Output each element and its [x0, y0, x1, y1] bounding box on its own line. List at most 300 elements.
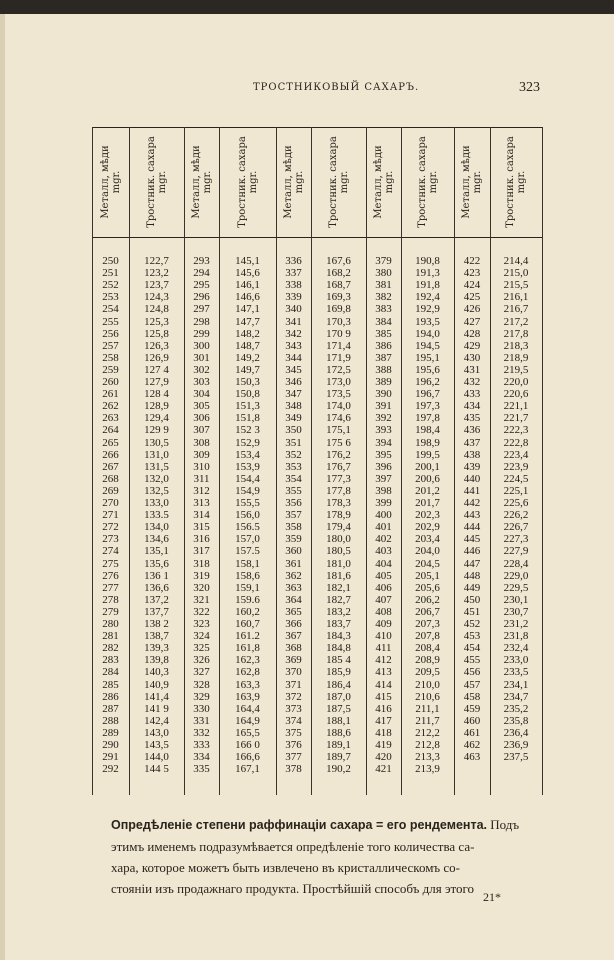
cell-copper-mgr: 317 [193, 545, 210, 558]
cell-copper-mgr: 280 [102, 618, 119, 630]
cell-copper-mgr: 381 [375, 279, 392, 292]
cell-cane-sugar-mgr: 140,3 [144, 666, 169, 679]
cell-cane-sugar-mgr: 134,0 [144, 521, 169, 534]
cell-copper-mgr: 269 [102, 484, 119, 497]
cell-cane-sugar-mgr: 205,6 [415, 581, 440, 594]
cell-copper-mgr: 378 [285, 763, 302, 776]
cell-copper-mgr: 279 [102, 605, 119, 618]
cell-cane-sugar-mgr: 148,2 [235, 327, 260, 340]
cell-cane-sugar-mgr: 181,6 [326, 569, 351, 582]
cell-copper-mgr: 292 [102, 763, 119, 776]
cell-cane-sugar-mgr: 231,2 [503, 618, 529, 630]
cell-copper-mgr: 333 [193, 739, 210, 751]
cell-cane-sugar-mgr: 199,5 [415, 448, 440, 461]
cell-cane-sugar-mgr: 194,5 [415, 339, 440, 352]
cell-copper-mgr: 463 [463, 751, 481, 764]
cell-cane-sugar-mgr: 213,3 [415, 751, 440, 764]
cell-copper-mgr: 325 [193, 642, 210, 655]
cell-copper-mgr: 307 [193, 424, 210, 437]
cell-cane-sugar-mgr: 158,6 [235, 569, 260, 582]
cell-cane-sugar-mgr: 140,9 [144, 678, 169, 691]
cell-cane-sugar-mgr: 190,2 [326, 763, 351, 776]
cell-copper-mgr: 351 [285, 436, 302, 449]
header-line: mgr. [201, 170, 213, 194]
cell-cane-sugar-mgr: 136 1 [144, 569, 169, 582]
cell-copper-mgr: 410 [375, 630, 392, 643]
cell-cane-sugar-mgr: 165,5 [235, 726, 260, 739]
cell-cane-sugar-mgr: 218,3 [503, 339, 529, 352]
cell-cane-sugar-mgr: 127 4 [144, 363, 169, 376]
cell-copper-mgr: 345 [285, 363, 302, 376]
cell-cane-sugar-mgr: 223,9 [503, 460, 529, 473]
cell-copper-mgr: 391 [375, 400, 392, 413]
cell-cane-sugar-mgr: 217,2 [503, 315, 529, 328]
cell-copper-mgr: 413 [375, 666, 392, 679]
cell-copper-mgr: 430 [463, 351, 481, 364]
cell-copper-mgr: 364 [285, 593, 302, 606]
cell-copper-mgr: 392 [375, 412, 392, 425]
header-cane-sugar-mgr [311, 127, 366, 237]
cell-cane-sugar-mgr: 135,1 [144, 545, 169, 558]
cell-cane-sugar-mgr: 191,3 [415, 267, 440, 280]
cell-copper-mgr: 347 [285, 388, 302, 401]
cell-copper-mgr: 406 [375, 581, 392, 594]
cell-cane-sugar-mgr: 141,4 [144, 690, 169, 703]
cell-copper-mgr: 273 [102, 533, 119, 546]
cell-cane-sugar-mgr: 144,0 [144, 751, 169, 764]
cell-copper-mgr: 377 [285, 751, 302, 764]
cell-copper-mgr: 412 [375, 654, 392, 667]
cell-copper-mgr: 286 [102, 690, 119, 703]
cell-copper-mgr: 336 [285, 255, 302, 267]
header-copper-mgr [276, 127, 311, 237]
cell-cane-sugar-mgr: 198,9 [415, 436, 440, 449]
cell-copper-mgr: 274 [102, 545, 119, 558]
header-text [461, 145, 483, 218]
cell-cane-sugar-mgr: 164,4 [235, 702, 260, 715]
cell-cane-sugar-mgr: 220,6 [503, 388, 529, 401]
cell-cane-sugar-mgr: 189,1 [326, 739, 351, 751]
header-line: mgr. [427, 170, 439, 194]
cell-cane-sugar-mgr: 204,5 [415, 557, 440, 570]
cell-cane-sugar-mgr: 139,3 [144, 642, 169, 655]
cell-cane-sugar-mgr: 152,9 [235, 436, 260, 449]
header-cane-sugar-mgr [490, 127, 542, 237]
cell-cane-sugar-mgr: 230,1 [503, 593, 529, 606]
header-line: Тростник. сахара [236, 136, 248, 228]
cell-copper-mgr: 387 [375, 351, 392, 364]
cell-cane-sugar-mgr: 205,1 [415, 569, 440, 582]
cell-cane-sugar-mgr: 132,0 [144, 472, 169, 485]
cell-cane-sugar-mgr: 133.5 [144, 509, 169, 522]
cell-cane-sugar-mgr: 208,9 [415, 654, 440, 667]
cell-copper-mgr: 309 [193, 448, 210, 461]
cell-cane-sugar-mgr: 171,9 [326, 351, 351, 364]
cell-copper-mgr: 386 [375, 339, 392, 352]
cell-cane-sugar-mgr: 192,4 [415, 291, 440, 304]
cell-copper-mgr: 388 [375, 363, 392, 376]
cell-copper-mgr: 445 [463, 533, 481, 546]
cell-cane-sugar-mgr: 123,2 [144, 267, 169, 280]
cell-cane-sugar-mgr: 217,8 [503, 327, 529, 340]
cell-copper-mgr: 416 [375, 702, 392, 715]
cell-cane-sugar-mgr: 122,7 [144, 255, 169, 267]
cell-cane-sugar-mgr: 146,1 [235, 279, 260, 292]
cell-copper-mgr: 346 [285, 376, 302, 388]
cell-cane-sugar-mgr: 143,5 [144, 739, 169, 751]
header-text [100, 145, 122, 218]
cell-cane-sugar-mgr: 221,7 [503, 412, 529, 425]
cell-copper-mgr: 281 [102, 630, 119, 643]
cell-copper-mgr: 277 [102, 581, 119, 594]
cell-copper-mgr: 265 [102, 436, 119, 449]
cell-copper-mgr: 379 [375, 255, 392, 267]
header-text [283, 145, 305, 218]
cell-copper-mgr: 395 [375, 448, 392, 461]
header-line: Тростник. сахара [416, 136, 428, 228]
cell-cane-sugar-mgr: 193,5 [415, 315, 440, 328]
cell-copper-mgr: 264 [102, 424, 119, 437]
cell-cane-sugar-mgr: 141 9 [144, 702, 169, 715]
cell-copper-mgr: 304 [193, 388, 210, 401]
cell-cane-sugar-mgr: 152 3 [235, 424, 260, 437]
cell-copper-mgr: 419 [375, 739, 392, 751]
cell-copper-mgr: 278 [102, 593, 119, 606]
cell-cane-sugar-mgr: 131,5 [144, 460, 169, 473]
cell-cane-sugar-mgr: 228,4 [503, 557, 529, 570]
cell-cane-sugar-mgr: 233,5 [503, 666, 529, 679]
cell-copper-mgr: 456 [463, 666, 481, 679]
cell-cane-sugar-mgr: 129,4 [144, 412, 169, 425]
cell-cane-sugar-mgr: 127,9 [144, 376, 169, 388]
cell-cane-sugar-mgr: 149,2 [235, 351, 260, 364]
cell-cane-sugar-mgr: 160,7 [235, 618, 260, 630]
header-line: Тростник. сахара [327, 136, 339, 228]
cell-cane-sugar-mgr: 146,6 [235, 291, 260, 304]
cell-cane-sugar-mgr: 134,6 [144, 533, 169, 546]
cell-copper-mgr: 310 [193, 460, 210, 473]
header-line: Тростник. сахара [505, 136, 516, 228]
cell-cane-sugar-mgr: 207,8 [415, 630, 440, 643]
cell-cane-sugar-mgr: 162,3 [235, 654, 260, 667]
cell-cane-sugar-mgr: 147,7 [235, 315, 260, 328]
cell-cane-sugar-mgr: 190,8 [415, 255, 440, 267]
cell-cane-sugar-mgr: 197,3 [415, 400, 440, 413]
cell-copper-mgr: 302 [193, 363, 210, 376]
cell-cane-sugar-mgr: 220,0 [503, 376, 529, 388]
cell-cane-sugar-mgr: 128,9 [144, 400, 169, 413]
cell-cane-sugar-mgr: 196,7 [415, 388, 440, 401]
cell-cane-sugar-mgr: 129 9 [144, 424, 169, 437]
cell-cane-sugar-mgr: 125,8 [144, 327, 169, 340]
cell-cane-sugar-mgr: 212,8 [415, 739, 440, 751]
cell-cane-sugar-mgr: 168,7 [326, 279, 351, 292]
cell-cane-sugar-mgr: 225,6 [503, 497, 529, 509]
cell-copper-mgr: 320 [193, 581, 210, 594]
cell-cane-sugar-mgr: 181,0 [326, 557, 351, 570]
cell-copper-mgr: 289 [102, 726, 119, 739]
cell-cane-sugar-mgr: 222,3 [503, 424, 529, 437]
cell-cane-sugar-mgr: 126,3 [144, 339, 169, 352]
cell-cane-sugar-mgr: 154,4 [235, 472, 260, 485]
header-line: Тростник. сахара [145, 136, 157, 228]
header-cane-sugar-mgr [401, 127, 454, 237]
cell-cane-sugar-mgr: 198,4 [415, 424, 440, 437]
cell-cane-sugar-mgr: 232,4 [503, 642, 529, 655]
cell-copper-mgr: 384 [375, 315, 392, 328]
cell-copper-mgr: 323 [193, 618, 210, 630]
header-line: Металл, мѣди [372, 145, 384, 219]
column-rule [542, 127, 543, 795]
cell-cane-sugar-mgr: 124,3 [144, 291, 169, 304]
cell-copper-mgr: 326 [193, 654, 210, 667]
cell-cane-sugar-mgr: 172,5 [326, 363, 351, 376]
cell-copper-mgr: 461 [463, 726, 481, 739]
cell-copper-mgr: 358 [285, 521, 302, 534]
cell-copper-mgr: 314 [193, 509, 210, 522]
cell-cane-sugar-mgr: 227,9 [503, 545, 529, 558]
cell-cane-sugar-mgr: 173,0 [326, 376, 351, 388]
cell-copper-mgr: 291 [102, 751, 119, 764]
cell-cane-sugar-mgr: 162,8 [235, 666, 260, 679]
cell-cane-sugar-mgr: 145,1 [235, 255, 260, 267]
cell-cane-sugar-mgr: 211,1 [415, 702, 440, 715]
cell-cane-sugar-mgr: 189,7 [326, 751, 351, 764]
cell-cane-sugar-mgr: 180,5 [326, 545, 351, 558]
paragraph-line-3: хара, которое можетъ быть извлечено въ кристаллическомъ со- [111, 860, 460, 875]
cell-copper-mgr: 441 [463, 484, 481, 497]
cell-copper-mgr: 390 [375, 388, 392, 401]
cell-copper-mgr: 257 [102, 339, 119, 352]
cell-copper-mgr: 383 [375, 303, 392, 316]
header-line: mgr. [247, 170, 259, 194]
page-number: 323 [519, 80, 540, 95]
cell-copper-mgr: 267 [102, 460, 119, 473]
cell-cane-sugar-mgr: 157,0 [235, 533, 260, 546]
cell-copper-mgr: 372 [285, 690, 302, 703]
cell-copper-mgr: 366 [285, 618, 302, 630]
cell-copper-mgr: 341 [285, 315, 302, 328]
cell-cane-sugar-mgr: 234,1 [503, 678, 529, 691]
cell-cane-sugar-mgr: 178,9 [326, 509, 351, 522]
cell-copper-mgr: 439 [463, 460, 481, 473]
cell-copper-mgr: 343 [285, 339, 302, 352]
cell-cane-sugar-mgr: 179,4 [326, 521, 351, 534]
cell-copper-mgr: 424 [463, 279, 481, 292]
cell-cane-sugar-mgr: 212,2 [415, 726, 440, 739]
cell-copper-mgr: 435 [463, 412, 481, 425]
cell-copper-mgr: 353 [285, 460, 302, 473]
header-line: mgr. [110, 170, 122, 194]
cell-cane-sugar-mgr: 166,6 [235, 751, 260, 764]
cell-copper-mgr: 260 [102, 376, 119, 388]
cell-copper-mgr: 396 [375, 460, 392, 473]
cell-cane-sugar-mgr: 215,0 [503, 267, 529, 280]
cell-copper-mgr: 362 [285, 569, 302, 582]
header-line: Металл, мѣди [99, 145, 111, 219]
cell-copper-mgr: 334 [193, 751, 210, 764]
cell-cane-sugar-mgr: 200,6 [415, 472, 440, 485]
cell-copper-mgr: 369 [285, 654, 302, 667]
cell-cane-sugar-mgr: 133,0 [144, 497, 169, 509]
cell-cane-sugar-mgr: 156,0 [235, 509, 260, 522]
cell-copper-mgr: 446 [463, 545, 481, 558]
header-copper-mgr [184, 127, 219, 237]
cell-cane-sugar-mgr: 160,2 [235, 605, 260, 618]
cell-cane-sugar-mgr: 230,7 [503, 605, 529, 618]
header-text [373, 145, 395, 218]
cell-copper-mgr: 462 [463, 739, 481, 751]
cell-cane-sugar-mgr: 136,6 [144, 581, 169, 594]
header-text [417, 136, 439, 228]
cell-cane-sugar-mgr: 196,2 [415, 376, 440, 388]
cell-copper-mgr: 261 [102, 388, 119, 401]
cell-copper-mgr: 389 [375, 376, 392, 388]
cell-copper-mgr: 330 [193, 702, 210, 715]
cell-copper-mgr: 429 [463, 339, 481, 352]
cell-copper-mgr: 301 [193, 351, 210, 364]
cell-copper-mgr: 294 [193, 267, 210, 280]
header-copper-mgr [92, 127, 129, 237]
cell-copper-mgr: 335 [193, 763, 210, 776]
cell-copper-mgr: 355 [285, 484, 302, 497]
cell-copper-mgr: 399 [375, 497, 392, 509]
cell-cane-sugar-mgr: 163,3 [235, 678, 260, 691]
cell-copper-mgr: 425 [463, 291, 481, 304]
cell-copper-mgr: 380 [375, 267, 392, 280]
cell-copper-mgr: 400 [375, 509, 392, 522]
table-header-rule [92, 237, 542, 238]
cell-copper-mgr: 295 [193, 279, 210, 292]
cell-copper-mgr: 316 [193, 533, 210, 546]
header-line: Металл, мѣди [282, 145, 294, 219]
cell-cane-sugar-mgr: 151,3 [235, 400, 260, 413]
cell-cane-sugar-mgr: 174,0 [326, 400, 351, 413]
cell-cane-sugar-mgr: 223,4 [503, 448, 529, 461]
cell-copper-mgr: 263 [102, 412, 119, 425]
cell-copper-mgr: 299 [193, 327, 210, 340]
cell-copper-mgr: 361 [285, 557, 302, 570]
cell-cane-sugar-mgr: 126,9 [144, 351, 169, 364]
cell-cane-sugar-mgr: 184,8 [326, 642, 351, 655]
cell-cane-sugar-mgr: 206,2 [415, 593, 440, 606]
cell-cane-sugar-mgr: 128 4 [144, 388, 169, 401]
paragraph-line-2: этимъ именемъ подразумѣвается опредѣленіе того количества са- [111, 839, 475, 854]
cell-cane-sugar-mgr: 159,1 [235, 581, 260, 594]
header-cane-sugar-mgr [219, 127, 276, 237]
cell-cane-sugar-mgr: 183,2 [326, 605, 351, 618]
cell-copper-mgr: 308 [193, 436, 210, 449]
cell-copper-mgr: 290 [102, 739, 119, 751]
cell-cane-sugar-mgr: 187,0 [326, 690, 351, 703]
cell-copper-mgr: 340 [285, 303, 302, 316]
cell-copper-mgr: 434 [463, 400, 481, 413]
cell-copper-mgr: 253 [102, 291, 119, 304]
cell-copper-mgr: 283 [102, 654, 119, 667]
cell-cane-sugar-mgr: 208,4 [415, 642, 440, 655]
cell-cane-sugar-mgr: 224,5 [503, 472, 529, 485]
cell-cane-sugar-mgr: 135,6 [144, 557, 169, 570]
cell-copper-mgr: 356 [285, 497, 302, 509]
cell-copper-mgr: 296 [193, 291, 210, 304]
cell-cane-sugar-mgr: 150,3 [235, 376, 260, 388]
cell-copper-mgr: 284 [102, 666, 119, 679]
header-line: Металл, мѣди [190, 145, 202, 219]
cell-cane-sugar-mgr: 229,5 [503, 581, 529, 594]
cell-copper-mgr: 411 [375, 642, 392, 655]
cell-copper-mgr: 300 [193, 339, 210, 352]
cell-copper-mgr: 303 [193, 376, 210, 388]
header-line: mgr. [338, 170, 350, 194]
cell-cane-sugar-mgr: 227,3 [503, 533, 529, 546]
running-head-title: ТРОСТНИКОВЫЙ САХАРЪ. [253, 82, 420, 93]
header-text [146, 136, 168, 228]
header-line: mgr. [516, 170, 527, 194]
cell-cane-sugar-mgr: 235,8 [503, 714, 529, 727]
cell-cane-sugar-mgr: 170,3 [326, 315, 351, 328]
cell-cane-sugar-mgr: 177,3 [326, 472, 351, 485]
cell-copper-mgr: 450 [463, 593, 481, 606]
cell-copper-mgr: 254 [102, 303, 119, 316]
cell-copper-mgr: 408 [375, 605, 392, 618]
cell-copper-mgr: 252 [102, 279, 119, 292]
cell-cane-sugar-mgr: 235,2 [503, 702, 529, 715]
cell-copper-mgr: 354 [285, 472, 302, 485]
cell-cane-sugar-mgr: 175 6 [326, 436, 351, 449]
cell-copper-mgr: 398 [375, 484, 392, 497]
cell-cane-sugar-mgr: 201,7 [415, 497, 440, 509]
cell-copper-mgr: 293 [193, 255, 210, 267]
cell-cane-sugar-mgr: 150,8 [235, 388, 260, 401]
cell-copper-mgr: 382 [375, 291, 392, 304]
header-line: mgr. [293, 170, 305, 194]
cell-cane-sugar-mgr: 164,9 [235, 714, 260, 727]
cell-copper-mgr: 342 [285, 327, 302, 340]
cell-copper-mgr: 422 [463, 255, 481, 267]
cell-copper-mgr: 458 [463, 690, 481, 703]
header-line: mgr. [156, 170, 168, 194]
cell-cane-sugar-mgr: 188,1 [326, 714, 351, 727]
cell-copper-mgr: 297 [193, 303, 210, 316]
cell-copper-mgr: 332 [193, 726, 210, 739]
cell-cane-sugar-mgr: 137,2 [144, 593, 169, 606]
cell-copper-mgr: 371 [285, 678, 302, 691]
cell-cane-sugar-mgr: 187,5 [326, 702, 351, 715]
cell-cane-sugar-mgr: 185,9 [326, 666, 351, 679]
cell-copper-mgr: 449 [463, 581, 481, 594]
cell-cane-sugar-mgr: 170 9 [326, 327, 351, 340]
cell-cane-sugar-mgr: 213,9 [415, 763, 440, 776]
cell-copper-mgr: 305 [193, 400, 210, 413]
cell-cane-sugar-mgr: 188,6 [326, 726, 351, 739]
cell-copper-mgr: 268 [102, 472, 119, 485]
cell-copper-mgr: 451 [463, 605, 481, 618]
cell-cane-sugar-mgr: 191,8 [415, 279, 440, 292]
cell-cane-sugar-mgr: 153,4 [235, 448, 260, 461]
paragraph-line-4: стояніи изъ продажнаго продукта. Простѣйшій способъ для этого [111, 881, 475, 896]
cell-copper-mgr: 324 [193, 630, 210, 643]
cell-copper-mgr: 259 [102, 363, 119, 376]
cell-cane-sugar-mgr: 236,4 [503, 726, 529, 739]
cell-copper-mgr: 426 [463, 303, 481, 316]
cell-copper-mgr: 270 [102, 497, 119, 509]
header-line: Металл, мѣди [461, 145, 472, 219]
cell-cane-sugar-mgr: 207,3 [415, 618, 440, 630]
cell-cane-sugar-mgr: 226,2 [503, 509, 529, 522]
cell-cane-sugar-mgr: 225,1 [503, 484, 529, 497]
cell-copper-mgr: 348 [285, 400, 302, 413]
cell-cane-sugar-mgr: 148,7 [235, 339, 260, 352]
